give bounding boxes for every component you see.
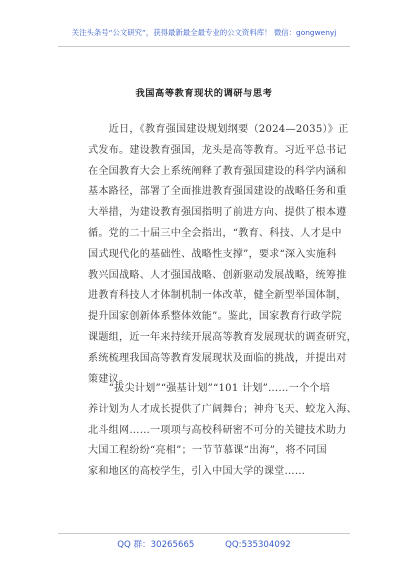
header-divider [58,46,350,47]
text-line: 大举措，为建设教育强国指明了前进方向、提供了根本遵 [88,207,347,219]
text-line: 教兴国战略、人才强国战略、创新驱动发展战略，统筹推 [88,269,347,281]
text-line: 基本路径，部署了全面推进教育强国建设的战略任务和重 [88,186,347,198]
paragraph-1 [88,120,357,390]
text-line: 近日，《教育强国建设规划纲要（2024—2035）》正 [88,124,349,135]
text-line: 进教育科技人才体制机制一体改革，健全新型举国体制， [88,290,347,302]
text-line: 北斗组网……一项项与高校科研密不可分的关键技术助力 [88,424,347,436]
text-line: 系统梳理我国高等教育发展现状及面临的挑战，并提出对 [88,352,347,364]
footer-divider [58,533,350,534]
header-note: 关注头条号“公文研究”，获得最新最全最专业的公文资料库！ 微信：gongwenyj [71,28,337,37]
text-line: 策建议。 [88,373,130,385]
text-line: 国式现代化的基础性、战略性支撑”，要求“深入实施科 [88,248,337,260]
text-line: 大国工程纷纷“亮相”；一节节慕课“出海”，将不同国 [88,445,327,457]
text-line: 在全国教育大会上系统阐释了教育强国建设的科学内涵和 [88,165,347,177]
document-title: 我国高等教育现状的调研与思考 [135,88,273,99]
footer [0,538,408,550]
text-line: “拔尖计划”“强基计划”“101 计划”……一个个培 [88,383,331,394]
text-line: 养计划为人才成长提供了广阔舞台；神舟飞天、蛟龙入海、 [88,403,357,415]
text-line: 家和地区的高校学生，引入中国大学的课堂…… [88,466,306,478]
text-line: 课题组，近一年来持续开展高等教育发展现状的调查研究， [88,331,357,343]
text-line: 提升国家创新体系整体效能”。鉴此，国家教育行政学院 [88,311,342,323]
paragraph-2 [88,379,357,483]
qq-label: QQ:535304092 [225,540,291,550]
qq-group-label: QQ 群：30265665 [117,540,195,550]
text-line: 式发布。建设教育强国，龙头是高等教育。习近平总书记 [88,144,347,156]
text-line: 循。党的二十届三中全会指出，“教育、科技、人才是中 [88,227,342,239]
